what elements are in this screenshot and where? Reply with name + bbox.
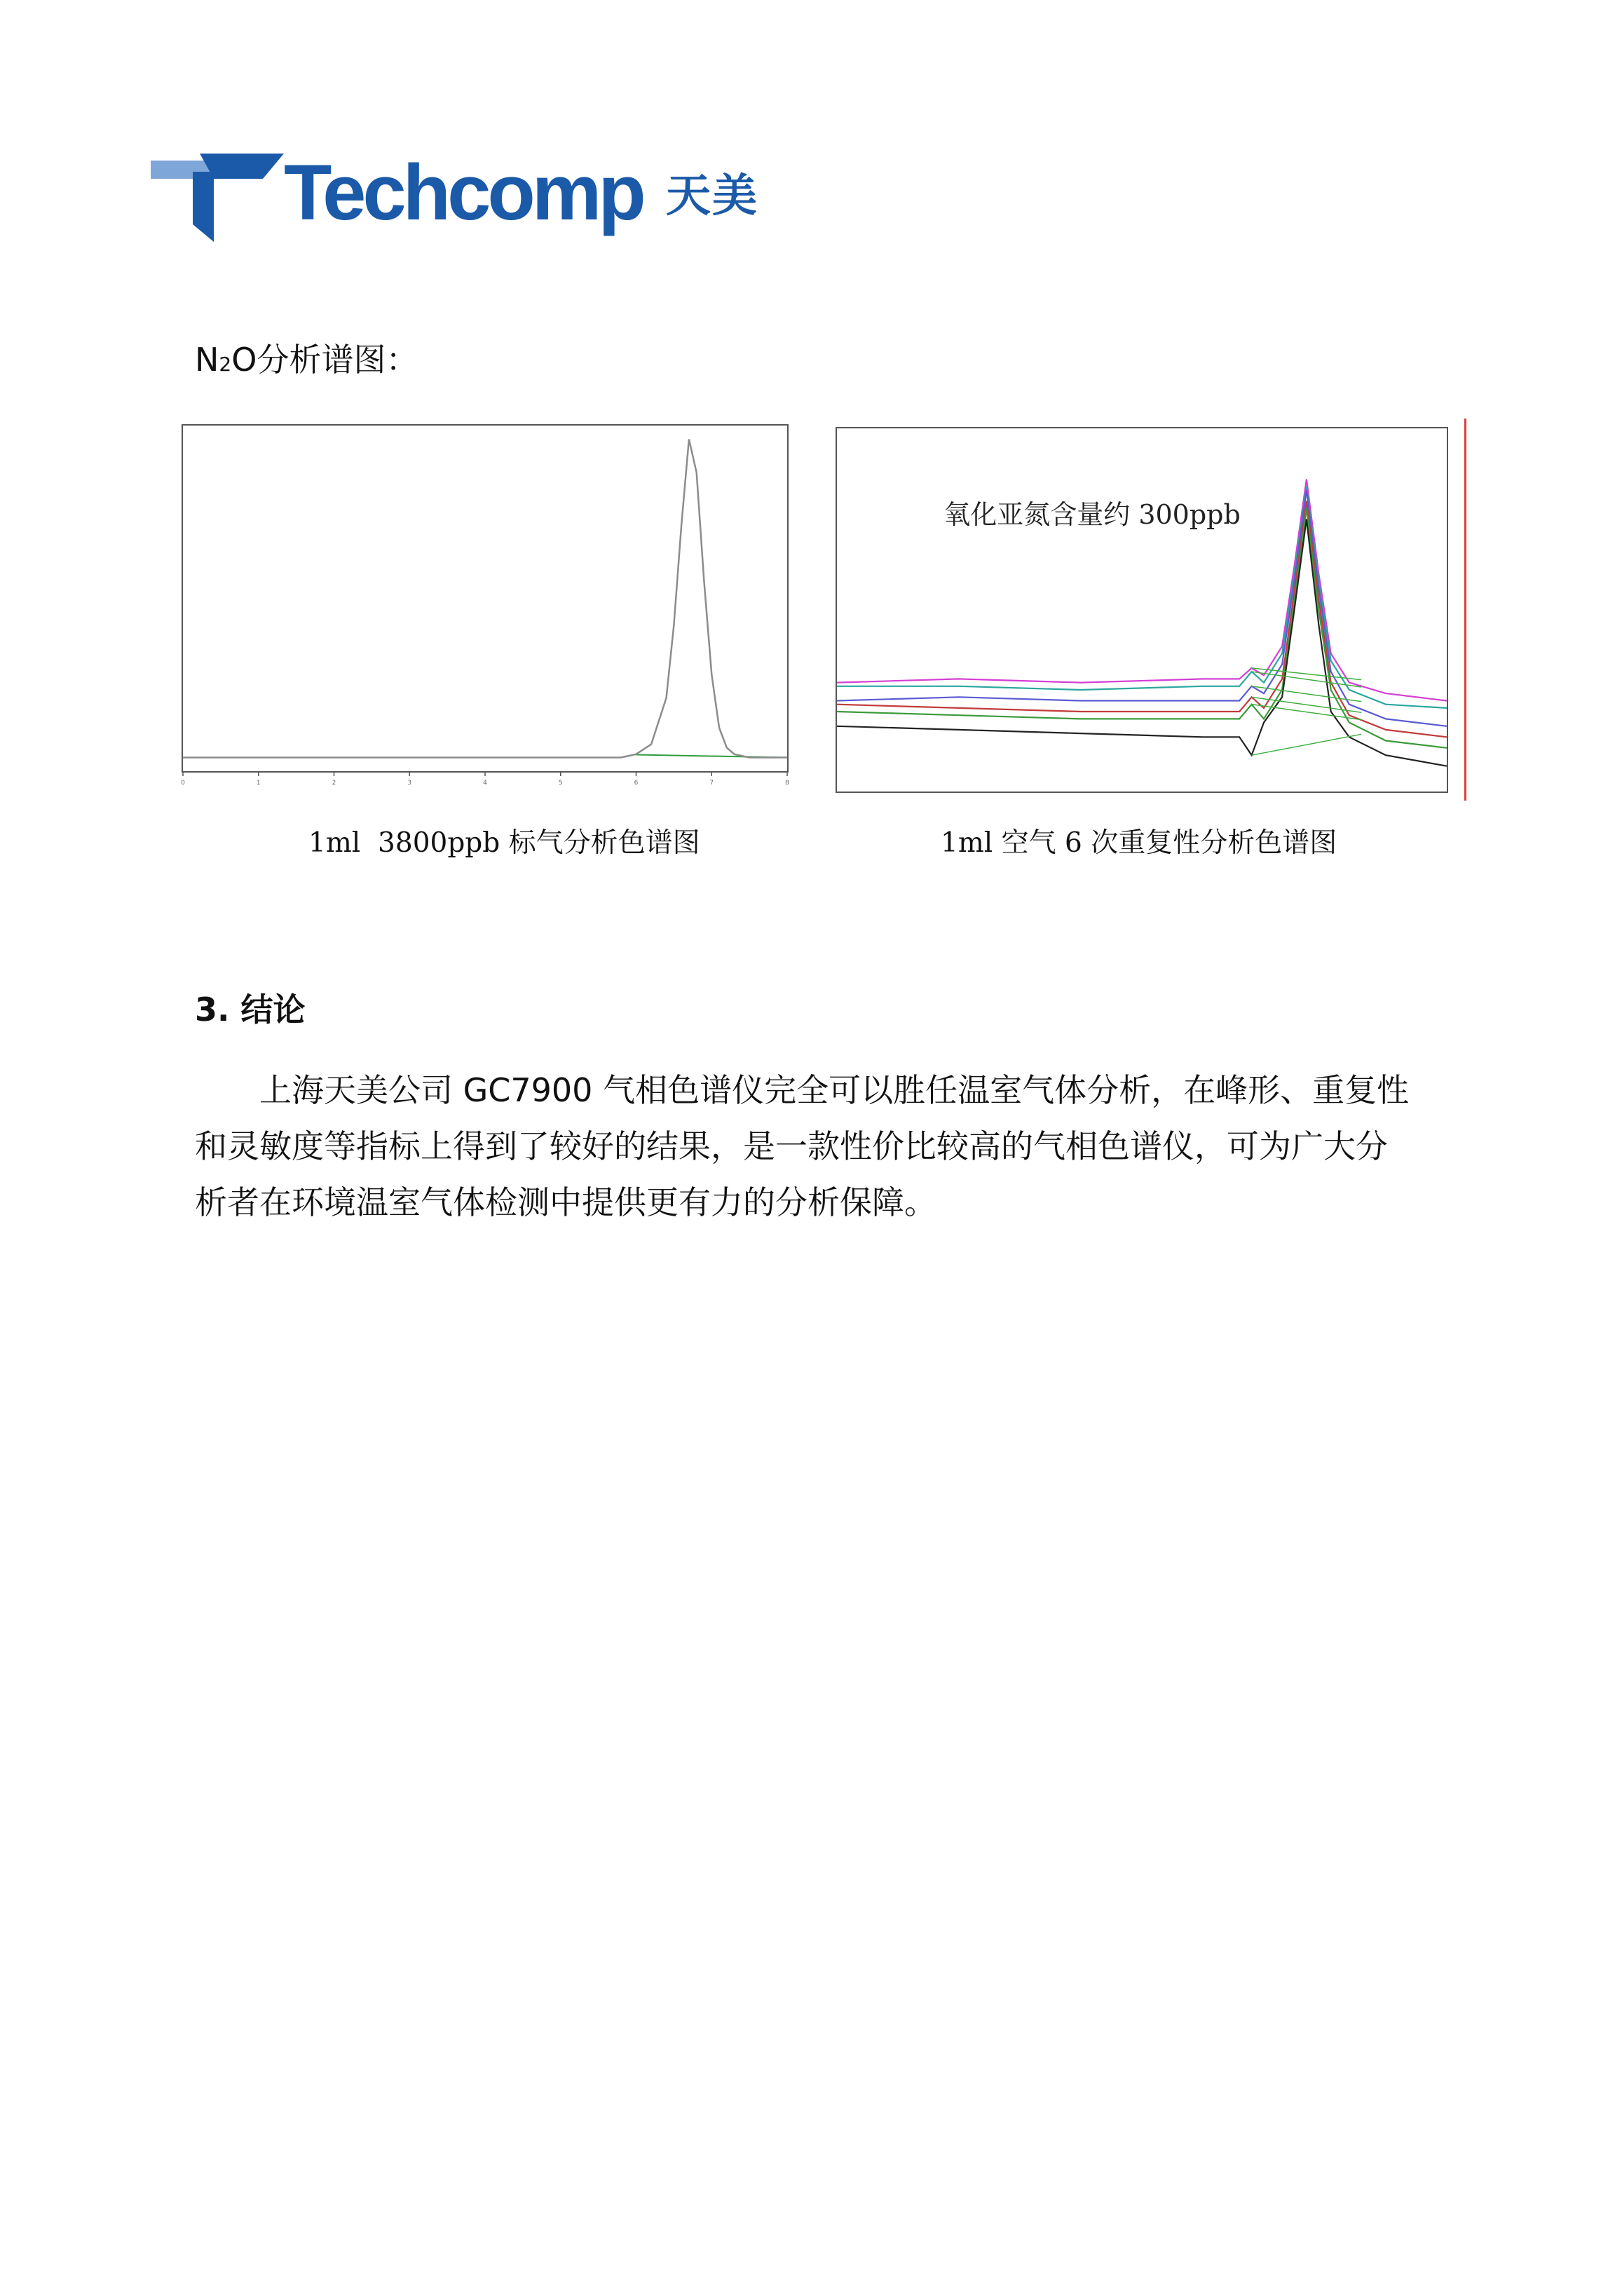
paragraph-line: 上海天美公司 GC7900 气相色谱仪完全可以胜任温室气体分析，在峰形、重复性 <box>259 1071 1410 1109</box>
x-tick-label: 3 <box>407 780 412 787</box>
paragraph-line: 和灵敏度等指标上得到了较好的结果，是一款性价比较高的气相色谱仪，可为广大分 <box>195 1127 1388 1165</box>
figure-heading-prefix: N <box>195 341 219 379</box>
x-tick-label: 5 <box>558 780 563 787</box>
figure-heading-subscript: 2 <box>219 353 232 376</box>
caption-right: 1ml 空气 6 次重复性分析色谱图 <box>941 827 1337 859</box>
paragraph-line: 析者在环境温室气体检测中提供更有力的分析保障。 <box>195 1183 936 1221</box>
x-tick-label: 6 <box>634 780 639 787</box>
brand-name: Techcomp <box>284 149 643 236</box>
conclusion-paragraph <box>195 1062 1443 1230</box>
x-tick-label: 4 <box>483 780 487 787</box>
x-tick-label: 7 <box>709 780 714 787</box>
red-margin-line <box>1464 419 1466 801</box>
caption-left: 1ml 3800ppb 标气分析色谱图 <box>308 827 700 859</box>
section-title: 3. 结论 <box>195 991 306 1028</box>
chromatogram-standard-gas <box>182 424 789 787</box>
figure-heading <box>195 335 418 389</box>
plot-frame <box>836 428 1447 792</box>
chart-annotation: 氧化亚氮含量约 300ppb <box>943 499 1241 530</box>
x-tick-label: 8 <box>785 780 789 787</box>
x-tick-label: 0 <box>181 780 185 787</box>
series-line-0 <box>183 440 787 758</box>
x-tick-label: 1 <box>256 780 261 787</box>
brand-name-cn: 天美 <box>666 170 758 222</box>
x-tick-label: 2 <box>332 780 336 787</box>
chromatogram-air-repeatability <box>836 427 1448 794</box>
figure-heading-suffix: O分析谱图： <box>231 341 418 379</box>
